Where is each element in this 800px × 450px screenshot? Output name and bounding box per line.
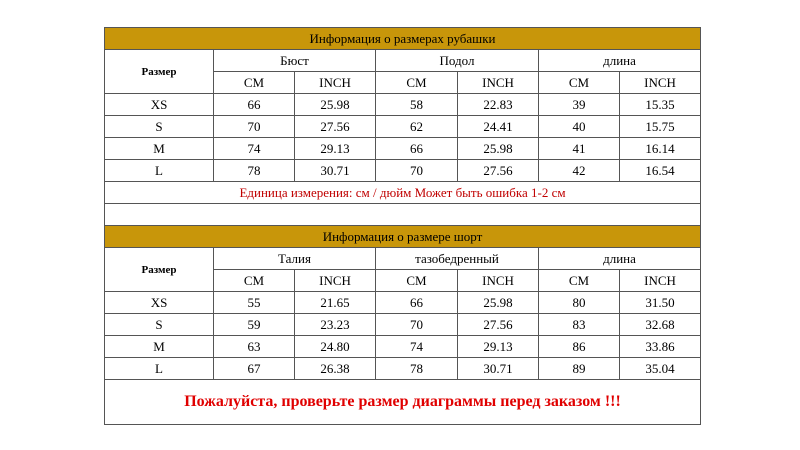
unit-cell: CM: [539, 72, 620, 94]
value-cell: 25.98: [458, 138, 539, 160]
value-cell: 16.14: [620, 138, 701, 160]
shirt-group-hem: Подол: [376, 50, 539, 72]
unit-cell: INCH: [295, 270, 376, 292]
value-cell: 80: [539, 292, 620, 314]
shirt-title: Информация о размерах рубашки: [105, 28, 701, 50]
shorts-group-hip: тазобедренный: [376, 248, 539, 270]
measurement-note: Единица измерения: см / дюйм Может быть ошибка 1-2 см: [105, 182, 701, 204]
value-cell: 39: [539, 94, 620, 116]
value-cell: 70: [214, 116, 295, 138]
note-row: [105, 182, 701, 204]
value-cell: 30.71: [458, 358, 539, 380]
shirt-title-row: [105, 28, 701, 50]
value-cell: 24.41: [458, 116, 539, 138]
unit-cell: INCH: [620, 72, 701, 94]
value-cell: 27.56: [458, 314, 539, 336]
value-cell: 70: [376, 160, 458, 182]
size-cell: L: [105, 160, 214, 182]
size-cell: XS: [105, 94, 214, 116]
shirt-group-header-row: [105, 50, 701, 72]
size-cell: M: [105, 336, 214, 358]
value-cell: 23.23: [295, 314, 376, 336]
value-cell: 55: [214, 292, 295, 314]
value-cell: 67: [214, 358, 295, 380]
value-cell: 29.13: [458, 336, 539, 358]
unit-cell: INCH: [620, 270, 701, 292]
shorts-group-waist: Талия: [214, 248, 376, 270]
value-cell: 42: [539, 160, 620, 182]
size-cell: S: [105, 116, 214, 138]
value-cell: 15.75: [620, 116, 701, 138]
value-cell: 27.56: [458, 160, 539, 182]
warning-text: Пожалуйста, проверьте размер диаграммы перед заказом !!!: [105, 380, 701, 425]
value-cell: 78: [214, 160, 295, 182]
value-cell: 15.35: [620, 94, 701, 116]
shirt-group-bust: Бюст: [214, 50, 376, 72]
spacer-row: [105, 204, 701, 226]
unit-cell: CM: [376, 270, 458, 292]
unit-cell: CM: [214, 270, 295, 292]
shorts-title-row: [105, 226, 701, 248]
size-cell: S: [105, 314, 214, 336]
value-cell: 66: [376, 138, 458, 160]
value-cell: 62: [376, 116, 458, 138]
value-cell: 74: [214, 138, 295, 160]
unit-cell: INCH: [458, 72, 539, 94]
unit-cell: CM: [376, 72, 458, 94]
value-cell: 32.68: [620, 314, 701, 336]
value-cell: 24.80: [295, 336, 376, 358]
value-cell: 89: [539, 358, 620, 380]
shorts-title: Информация о размере шорт: [105, 226, 701, 248]
table-row: [105, 94, 701, 116]
value-cell: 86: [539, 336, 620, 358]
value-cell: 25.98: [295, 94, 376, 116]
unit-cell: INCH: [295, 72, 376, 94]
shorts-size-label: Размер: [105, 248, 214, 292]
spacer-cell: [105, 204, 701, 226]
value-cell: 41: [539, 138, 620, 160]
value-cell: 66: [376, 292, 458, 314]
value-cell: 31.50: [620, 292, 701, 314]
value-cell: 66: [214, 94, 295, 116]
size-cell: XS: [105, 292, 214, 314]
shorts-group-length: длина: [539, 248, 701, 270]
unit-cell: CM: [214, 72, 295, 94]
table-row: [105, 138, 701, 160]
table-row: [105, 116, 701, 138]
size-cell: L: [105, 358, 214, 380]
value-cell: 83: [539, 314, 620, 336]
value-cell: 33.86: [620, 336, 701, 358]
value-cell: 70: [376, 314, 458, 336]
value-cell: 16.54: [620, 160, 701, 182]
shirt-size-label: Размер: [105, 50, 214, 94]
table-row: [105, 358, 701, 380]
unit-cell: CM: [539, 270, 620, 292]
value-cell: 40: [539, 116, 620, 138]
value-cell: 74: [376, 336, 458, 358]
table-row: [105, 292, 701, 314]
value-cell: 30.71: [295, 160, 376, 182]
value-cell: 63: [214, 336, 295, 358]
value-cell: 58: [376, 94, 458, 116]
value-cell: 25.98: [458, 292, 539, 314]
value-cell: 22.83: [458, 94, 539, 116]
value-cell: 29.13: [295, 138, 376, 160]
value-cell: 59: [214, 314, 295, 336]
size-cell: M: [105, 138, 214, 160]
size-chart-table: [104, 27, 701, 425]
value-cell: 35.04: [620, 358, 701, 380]
table-row: [105, 314, 701, 336]
unit-cell: INCH: [458, 270, 539, 292]
table-row: [105, 160, 701, 182]
value-cell: 78: [376, 358, 458, 380]
value-cell: 26.38: [295, 358, 376, 380]
value-cell: 21.65: [295, 292, 376, 314]
shirt-group-length: длина: [539, 50, 701, 72]
table-row: [105, 336, 701, 358]
shorts-group-header-row: [105, 248, 701, 270]
value-cell: 27.56: [295, 116, 376, 138]
warning-row: [105, 380, 701, 425]
